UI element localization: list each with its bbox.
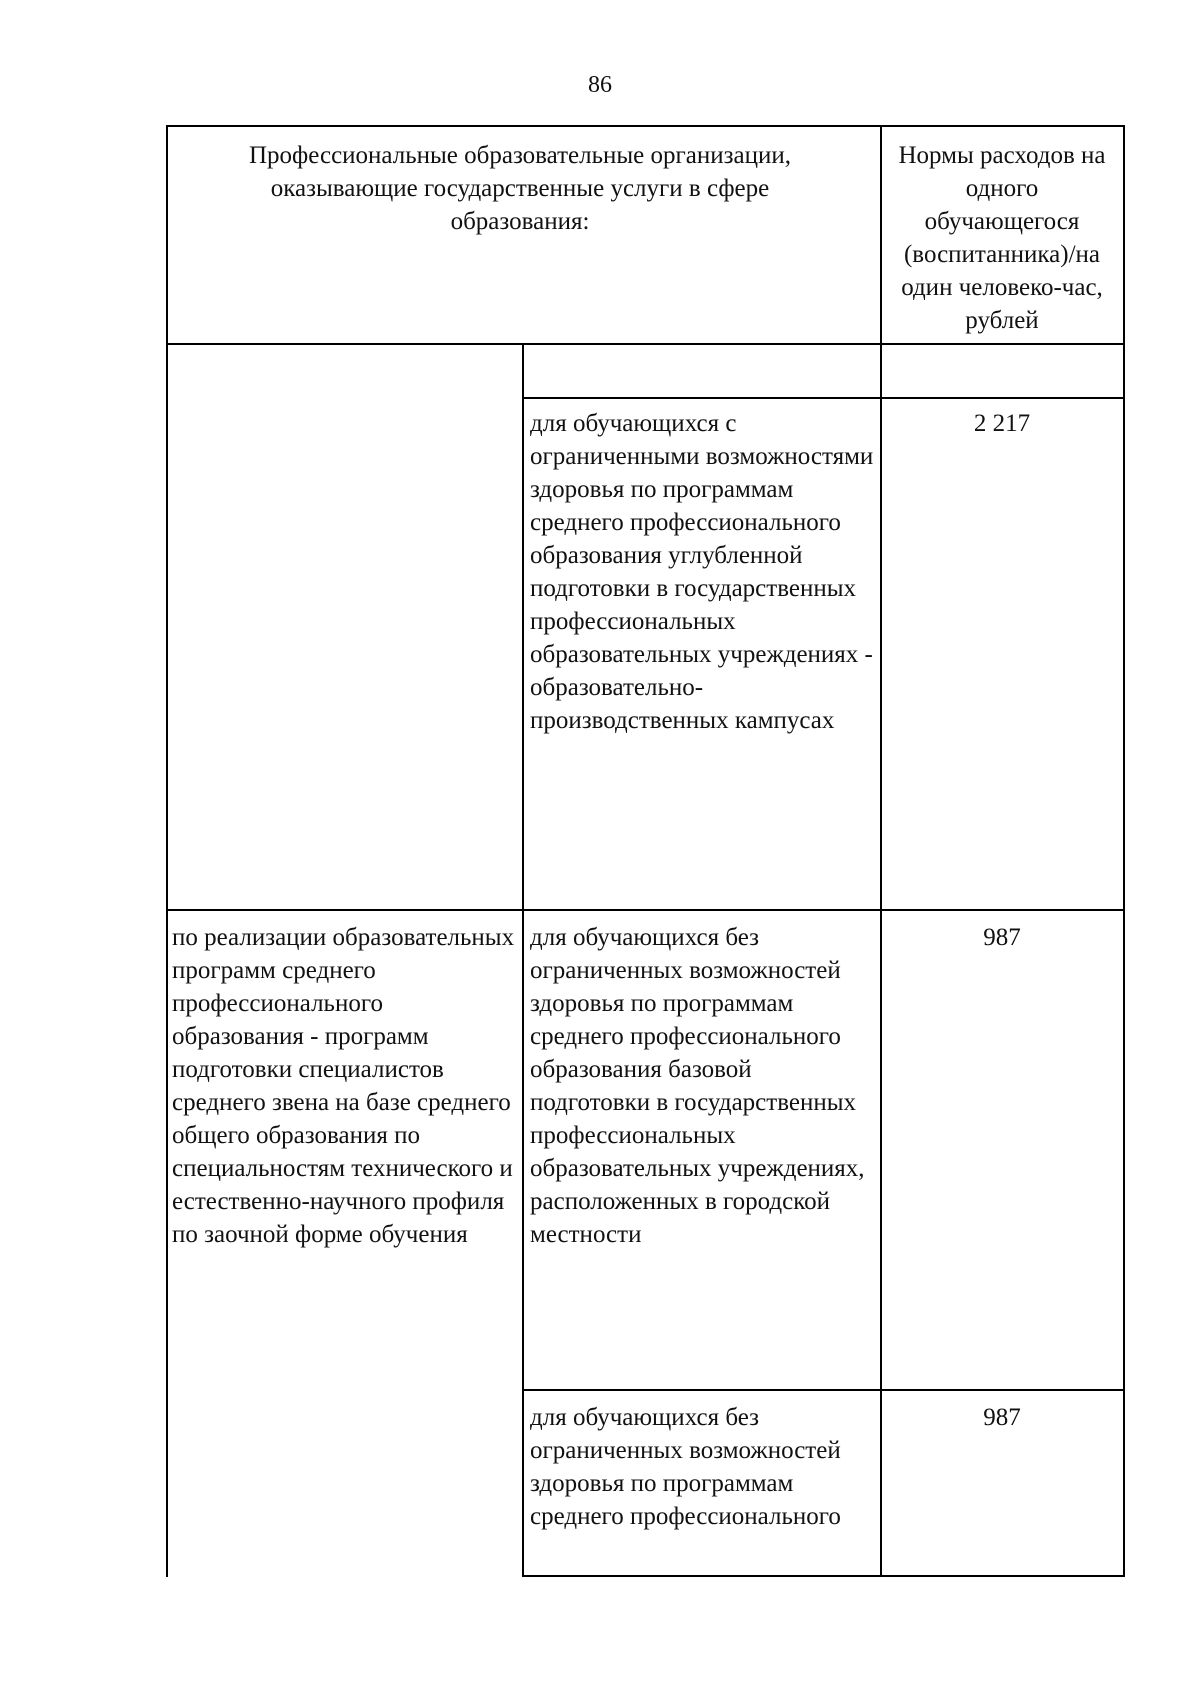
norms-table bbox=[166, 125, 1124, 1577]
row1-bottom-border bbox=[166, 909, 1124, 911]
row2-category: по реализации образовательных программ среднего профессионального образования - программ подготовки специалистов среднего звена на базе среднего общего образования по специальностям технического и естественно-научного профиля по заочной форме обучения bbox=[172, 924, 515, 1248]
table-right-border bbox=[1123, 125, 1125, 1577]
row3-description: для обучающихся без ограниченных возможностей здоровья по программам среднего профессионального bbox=[530, 1404, 841, 1530]
row3-value: 987 bbox=[983, 1404, 1021, 1431]
col-divider-1 bbox=[522, 343, 524, 1577]
row3-bottom-border bbox=[522, 1575, 1124, 1577]
row2-description: для обучающихся без ограниченных возможностей здоровья по программам среднего профессионального образования базовой подготовки в государственных профессиональных образовательных учреждениях, расположенных в городской местности bbox=[530, 924, 865, 1248]
header-norms: Нормы расходов на одного обучающегося (воспитанника)/на один человеко-час, рублей bbox=[898, 142, 1106, 334]
table-left-border bbox=[166, 125, 168, 1577]
row2-bottom-border bbox=[522, 1389, 1124, 1391]
row1-description: для обучающихся с ограниченными возможностями здоровья по программам среднего профессионального образования углубленной подготовки в государственных профессиональных образовательных учреждениях - образовательно-производственных кампусах bbox=[530, 410, 874, 734]
table-top-border bbox=[166, 125, 1124, 127]
page-number: 86 bbox=[588, 72, 612, 98]
empty-row-bottom-border bbox=[522, 397, 1124, 399]
col-divider-2 bbox=[880, 125, 882, 1577]
row2-value: 987 bbox=[983, 924, 1021, 951]
row1-value: 2 217 bbox=[973, 410, 1031, 437]
header-bottom-border bbox=[166, 343, 1124, 345]
header-organizations: Профессиональные образовательные организации, оказывающие государственные услуги в сфере образования: bbox=[249, 142, 791, 235]
